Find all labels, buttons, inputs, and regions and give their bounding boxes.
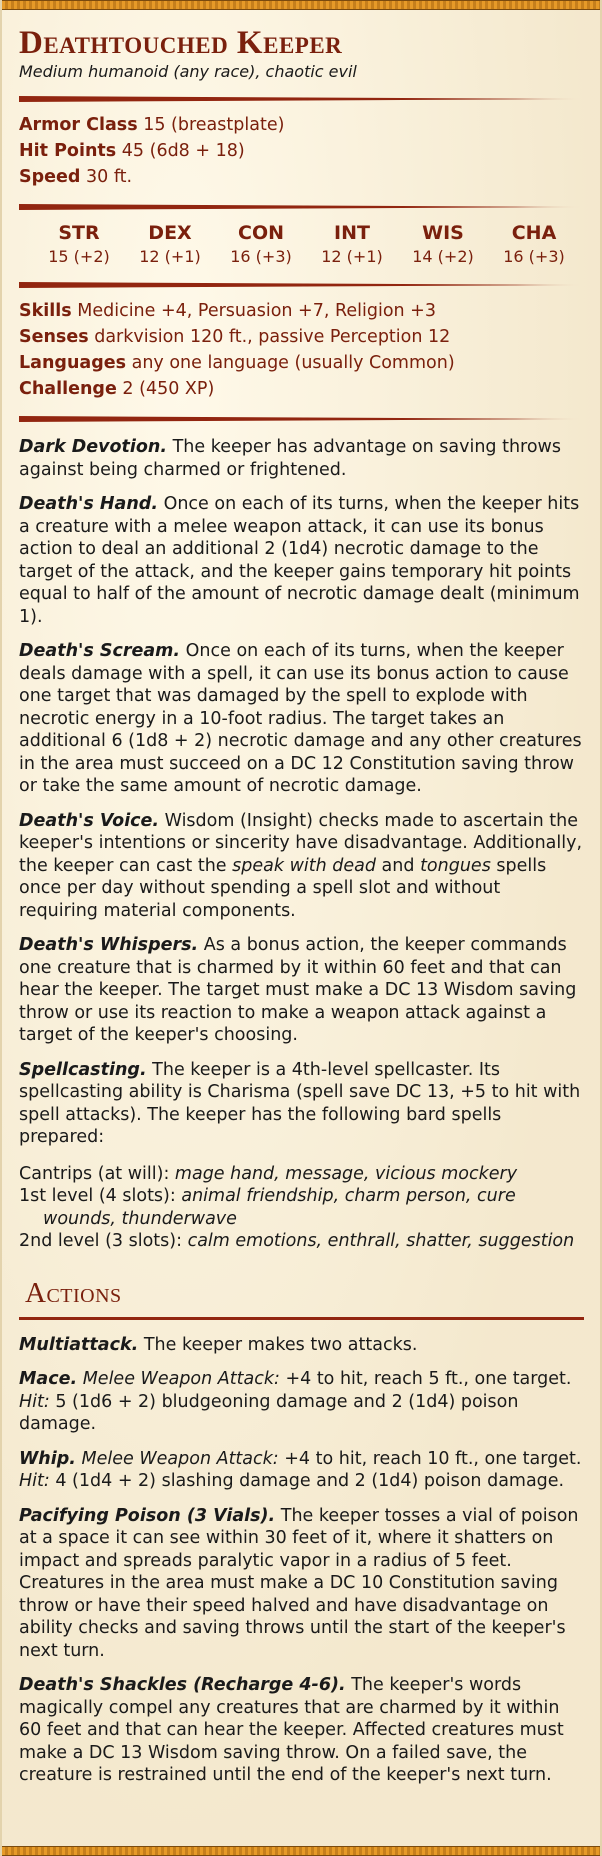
- top-border: [2, 0, 600, 10]
- action-name: Multiattack.: [19, 1334, 139, 1355]
- trait-text: As a bonus action, the keeper commands one creature that is charmed by it within 60 feet and that can hear the keeper. The target must make a DC 13 Wisdom saving throw or use its reaction to make a weapon attack against a target of the keeper's choosing.: [19, 935, 577, 1045]
- monster-name: Deathtouched Keeper: [19, 25, 343, 61]
- spell-name: tongues: [420, 855, 491, 876]
- languages-label: Languages: [19, 353, 127, 373]
- action-text: The keeper tosses a vial of poison at a space it can see within 30 feet of it, where it shatters on impact and spreads paralytic vapor in a radius of 5 feet. Creatures in the area must make a DC 10 Constitution saving throw or have their speed halved and have disadvantage on ability checks and saving throws until the start of the keeper's next turn.: [19, 1505, 579, 1661]
- senses-value: darkvision 120 ft., passive Perception 12: [94, 327, 451, 347]
- trait-dark-devotion: [19, 436, 584, 481]
- trait-spellcasting: [19, 1059, 584, 1253]
- action-text: The keeper's words magically compel any creatures that are charmed by it within 60 feet and that can hear the keeper. Affected creatures must make a DC 13 Wisdom saving throw. On a failed save, the creature is restrained until the end of the keeper's next turn.: [19, 1675, 564, 1785]
- spell-name: speak with dead: [232, 855, 376, 876]
- attack-details: +4 to hit, reach 10 ft., one target.: [284, 1448, 582, 1469]
- action-mace: [19, 1368, 584, 1436]
- spell-line-level1: [19, 1185, 584, 1230]
- spell-level-label: Cantrips (at will):: [19, 1163, 170, 1184]
- trait-name: Death's Whispers.: [19, 935, 199, 955]
- speed-label: Speed: [19, 167, 81, 187]
- challenge-value: 2 (450 XP): [122, 379, 215, 399]
- trait-text: and: [381, 855, 415, 876]
- hit-points-label: Hit Points: [19, 141, 117, 161]
- trait-name: Dark Devotion.: [19, 437, 168, 457]
- ability-dex: [132, 220, 208, 268]
- trait-text: Wisdom (Insight) checks made to ascertain the keeper's intentions or sincerity have disadvantage. Additionally, the keeper can cast the: [19, 810, 583, 876]
- divider: [19, 416, 584, 422]
- attack-type: Melee Weapon Attack:: [82, 1369, 280, 1389]
- ability-name: CHA: [511, 222, 557, 244]
- trait-deaths-whispers: [19, 934, 584, 1047]
- ability-name: STR: [58, 222, 100, 244]
- hit-details: 4 (1d4 + 2) slashing damage and 2 (1d4) poison damage.: [55, 1471, 565, 1491]
- action-name: Mace.: [19, 1369, 78, 1389]
- skills-value: Medicine +4, Persuasion +7, Religion +3: [77, 301, 436, 321]
- ability-cha: [496, 220, 572, 268]
- spellcasting-description: [19, 1059, 584, 1149]
- ability-name: INT: [334, 222, 370, 244]
- actions-divider: [19, 1317, 584, 1320]
- detail-properties: [19, 298, 584, 402]
- trait-name: Death's Hand.: [19, 494, 158, 514]
- ability-score: 16 (+3): [503, 247, 565, 266]
- spell-level-label: 2nd level (3 slots):: [19, 1231, 182, 1251]
- armor-class-value: 15 (breastplate): [143, 115, 285, 135]
- spell-names: mage hand, message, vicious mockery: [174, 1163, 518, 1184]
- speed: [19, 164, 584, 190]
- action-pacifying-poison: [19, 1505, 584, 1663]
- ability-name: WIS: [422, 222, 464, 244]
- trait-deaths-scream: [19, 640, 584, 798]
- divider: [19, 96, 584, 102]
- ability-score: 12 (+1): [139, 247, 201, 266]
- actions-heading: Actions: [25, 1276, 122, 1309]
- trait-text: The keeper is a 4th-level spellcaster. Its spellcasting ability is Charisma (spell save DC 13, +5 to hit with spell attacks). The keeper has the following bard spells prepared:: [19, 1059, 581, 1147]
- action-text: The keeper makes two attacks.: [143, 1334, 418, 1355]
- trait-deaths-voice: [19, 810, 584, 923]
- divider: [19, 282, 584, 288]
- trait-name: Death's Voice.: [19, 810, 160, 831]
- trait-text: The keeper has advantage on saving throws against being charmed or frightened.: [19, 437, 561, 480]
- bottom-border: [2, 1846, 600, 1856]
- spell-line-level2: [19, 1230, 584, 1253]
- ability-scores: [19, 220, 584, 268]
- ability-int: [314, 220, 390, 268]
- divider: [19, 204, 584, 210]
- skills: [19, 298, 584, 324]
- ability-score: 16 (+3): [230, 247, 292, 266]
- trait-name: Death's Scream.: [19, 641, 181, 661]
- spell-list: [19, 1163, 584, 1253]
- hit-label: Hit:: [19, 1471, 50, 1491]
- challenge-label: Challenge: [19, 379, 117, 399]
- trait-text: Once on each of its turns, when the keeper hits a creature with a melee weapon attack, it can use its bonus action to deal an additional 2 (1d4) necrotic damage to the target of the attack, and the keeper gains temporary hit points equal to half of the amount of necrotic damage dealt (minimum 1).: [19, 494, 580, 627]
- trait-deaths-hand: [19, 493, 584, 628]
- ability-str: [41, 220, 117, 268]
- trait-text: spells once per day without spending a spell slot and without requiring material components.: [19, 855, 547, 921]
- spell-names: calm emotions, enthrall, shatter, suggestion: [187, 1231, 575, 1251]
- spell-level-label: 1st level (4 slots):: [19, 1186, 176, 1206]
- monster-type: Medium humanoid (any race), chaotic evil: [19, 62, 357, 81]
- ability-wis: [405, 220, 481, 268]
- ability-name: DEX: [148, 222, 192, 244]
- hit-details: 5 (1d6 + 2) bludgeoning damage and 2 (1d4) poison damage.: [19, 1391, 519, 1434]
- ability-name: CON: [238, 222, 284, 244]
- trait-text: Once on each of its turns, when the keeper deals damage with a spell, it can use its bonus action to cause one target that was damaged by the spell to explode with necrotic energy in a 10-foot radius. The target takes an additional 6 (1d8 + 2) necrotic damage and any other creatures in the area must succeed on a DC 12 Constitution saving throw or take the same amount of necrotic damage.: [19, 641, 582, 796]
- action-name: Death's Shackles (Recharge 4-6).: [19, 1675, 346, 1695]
- armor-class-label: Armor Class: [19, 115, 138, 135]
- armor-class: [19, 112, 584, 138]
- hit-points-value: 45 (6d8 + 18): [121, 141, 245, 161]
- action-multiattack: [19, 1334, 584, 1357]
- speed-value: 30 ft.: [85, 167, 133, 187]
- action-whip: [19, 1448, 584, 1493]
- ability-score: 15 (+2): [48, 247, 110, 266]
- hit-points: [19, 138, 584, 164]
- languages-value: any one language (usually Common): [131, 353, 455, 373]
- attack-details: +4 to hit, reach 5 ft., one target.: [285, 1369, 572, 1389]
- ability-score: 12 (+1): [321, 247, 383, 266]
- senses-label: Senses: [19, 327, 89, 347]
- challenge: [19, 376, 584, 402]
- action-name: Pacifying Poison (3 Vials).: [19, 1505, 276, 1526]
- spell-line-cantrips: [19, 1163, 584, 1186]
- action-deaths-shackles: [19, 1674, 584, 1787]
- attack-type: Melee Weapon Attack:: [81, 1448, 279, 1469]
- trait-name: Spellcasting.: [19, 1059, 147, 1080]
- hit-label: Hit:: [19, 1391, 50, 1412]
- spell-names: animal friendship, charm person, cure wounds, thunderwave: [43, 1186, 516, 1229]
- core-properties: [19, 112, 584, 190]
- action-name: Whip.: [19, 1448, 76, 1469]
- ability-score: 14 (+2): [412, 247, 474, 266]
- skills-label: Skills: [19, 301, 72, 321]
- senses: [19, 324, 584, 350]
- ability-con: [223, 220, 299, 268]
- languages: [19, 350, 584, 376]
